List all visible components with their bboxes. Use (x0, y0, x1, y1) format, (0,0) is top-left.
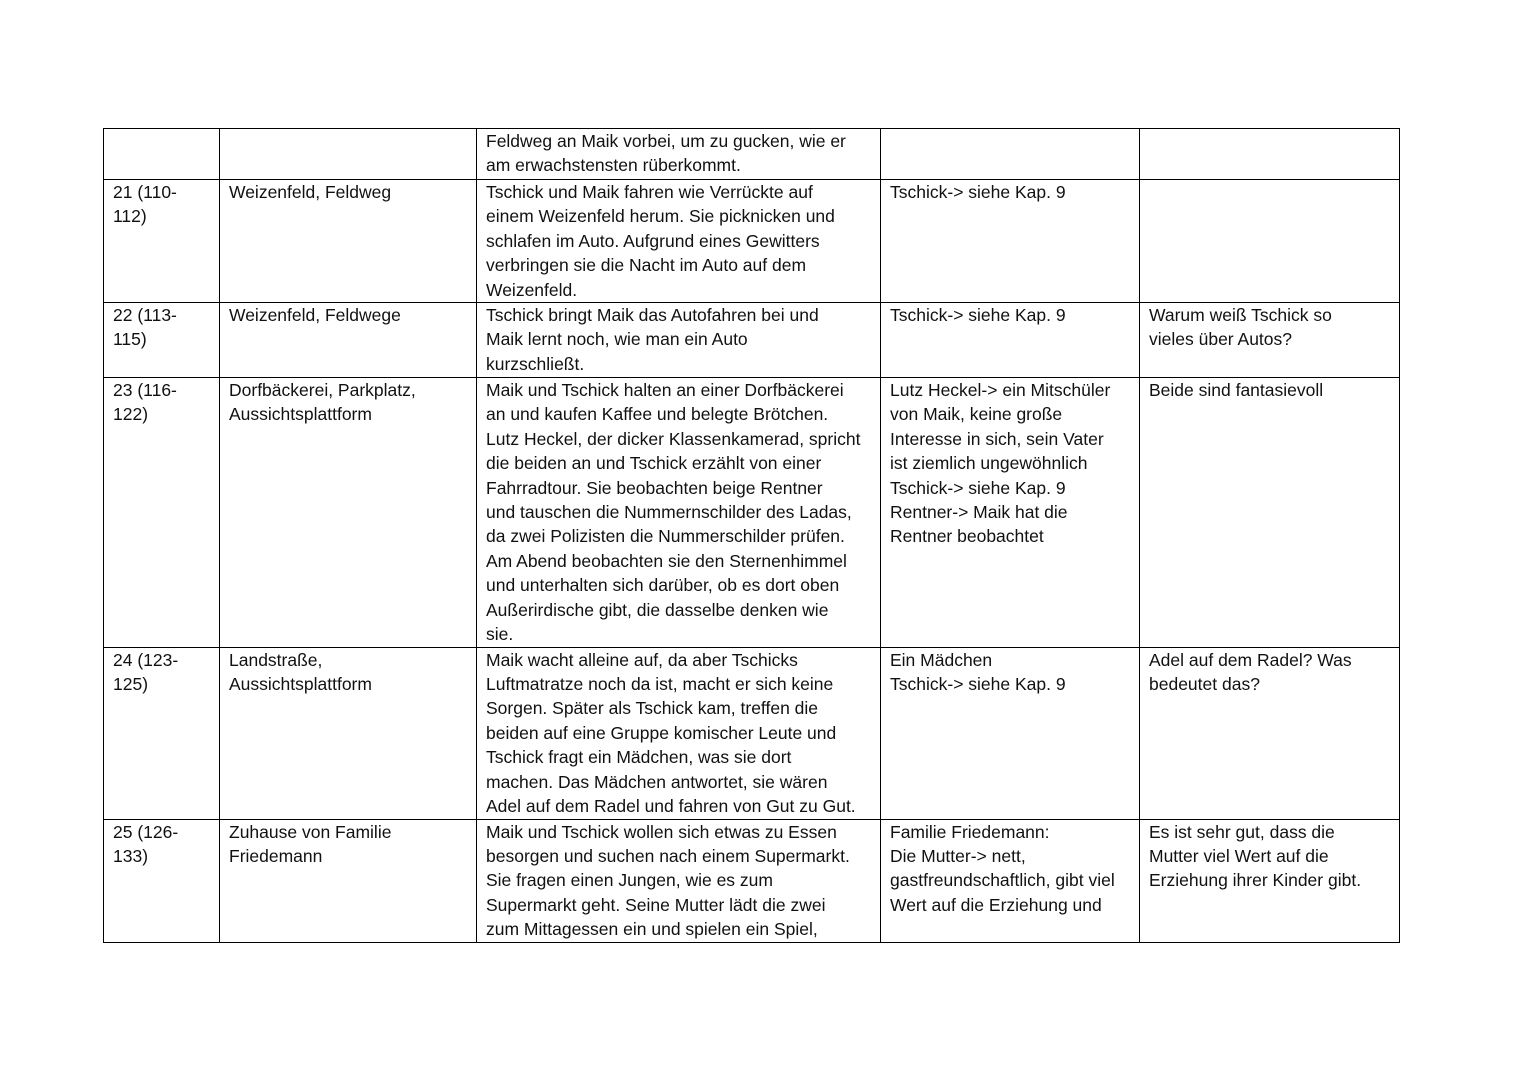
table-row (104, 303, 1400, 378)
chapter-cell: 22 (113- 115) (104, 303, 220, 378)
characters-cell: Familie Friedemann: Die Mutter-> nett, gastfreundschaftlich, gibt viel Wert auf die Erziehung und (881, 819, 1140, 942)
notes-cell: Adel auf dem Radel? Was bedeutet das? (1140, 647, 1400, 819)
content-cell: Maik wacht alleine auf, da aber Tschicks Luftmatratze noch da ist, macht er sich keine Sorgen. Später als Tschick kam, treffen die beiden auf eine Gruppe komischer Leute und Tschick fragt ein Mädchen, was sie dort machen. Das Mädchen antwortet, sie wären Adel auf dem Radel und fahren von Gut zu Gut. (477, 647, 881, 819)
location-cell: Dorfbäckerei, Parkplatz, Aussichtsplattform (220, 378, 477, 647)
content-cell: Tschick und Maik fahren wie Verrückte auf einem Weizenfeld herum. Sie picknicken und schlafen im Auto. Aufgrund eines Gewitters verbringen sie die Nacht im Auto auf dem Weizenfeld. (477, 180, 881, 303)
table-row (104, 819, 1400, 942)
location-cell: Weizenfeld, Feldweg (220, 180, 477, 303)
characters-cell (881, 129, 1140, 180)
table-row (104, 180, 1400, 303)
chapter-cell: 23 (116- 122) (104, 378, 220, 647)
notes-cell (1140, 180, 1400, 303)
chapter-cell: 21 (110- 112) (104, 180, 220, 303)
content-cell: Tschick bringt Maik das Autofahren bei und Maik lernt noch, wie man ein Auto kurzschließt. (477, 303, 881, 378)
notes-cell: Es ist sehr gut, dass die Mutter viel Wert auf die Erziehung ihrer Kinder gibt. (1140, 819, 1400, 942)
content-cell: Feldweg an Maik vorbei, um zu gucken, wie er am erwachstensten rüberkommt. (477, 129, 881, 180)
characters-cell: Tschick-> siehe Kap. 9 (881, 180, 1140, 303)
notes-cell: Beide sind fantasievoll (1140, 378, 1400, 647)
location-cell: Weizenfeld, Feldwege (220, 303, 477, 378)
notes-cell: Warum weiß Tschick so vieles über Autos? (1140, 303, 1400, 378)
content-cell: Maik und Tschick wollen sich etwas zu Essen besorgen und suchen nach einem Supermarkt. Sie fragen einen Jungen, wie es zum Supermarkt geht. Seine Mutter lädt die zwei zum Mittagessen ein und spielen ein Spiel, (477, 819, 881, 942)
location-cell: Landstraße, Aussichtsplattform (220, 647, 477, 819)
characters-cell: Ein Mädchen Tschick-> siehe Kap. 9 (881, 647, 1140, 819)
chapter-cell: 24 (123- 125) (104, 647, 220, 819)
location-cell: Zuhause von Familie Friedemann (220, 819, 477, 942)
content-cell: Maik und Tschick halten an einer Dorfbäckerei an und kaufen Kaffee und belegte Brötchen. Lutz Heckel, der dicker Klassenkamerad, spricht die beiden an und Tschick erzählt von einer Fahrradtour. Sie beobachten beige Rentner und tauschen die Nummernschilder des Ladas, da zwei Polizisten die Nummerschilder prüfen. Am Abend beobachten sie den Sternenhimmel und unterhalten sich darüber, ob es dort oben Außerirdische gibt, die dasselbe denken wie sie. (477, 378, 881, 647)
characters-cell: Lutz Heckel-> ein Mitschüler von Maik, keine große Interesse in sich, sein Vater ist ziemlich ungewöhnlich Tschick-> siehe Kap. 9 Rentner-> Maik hat die Rentner beobachtet (881, 378, 1140, 647)
table-row (104, 378, 1400, 647)
chapter-summary-table (103, 128, 1400, 943)
characters-cell: Tschick-> siehe Kap. 9 (881, 303, 1140, 378)
chapter-cell (104, 129, 220, 180)
chapter-cell: 25 (126- 133) (104, 819, 220, 942)
notes-cell (1140, 129, 1400, 180)
table-row (104, 129, 1400, 180)
table-row (104, 647, 1400, 819)
location-cell (220, 129, 477, 180)
